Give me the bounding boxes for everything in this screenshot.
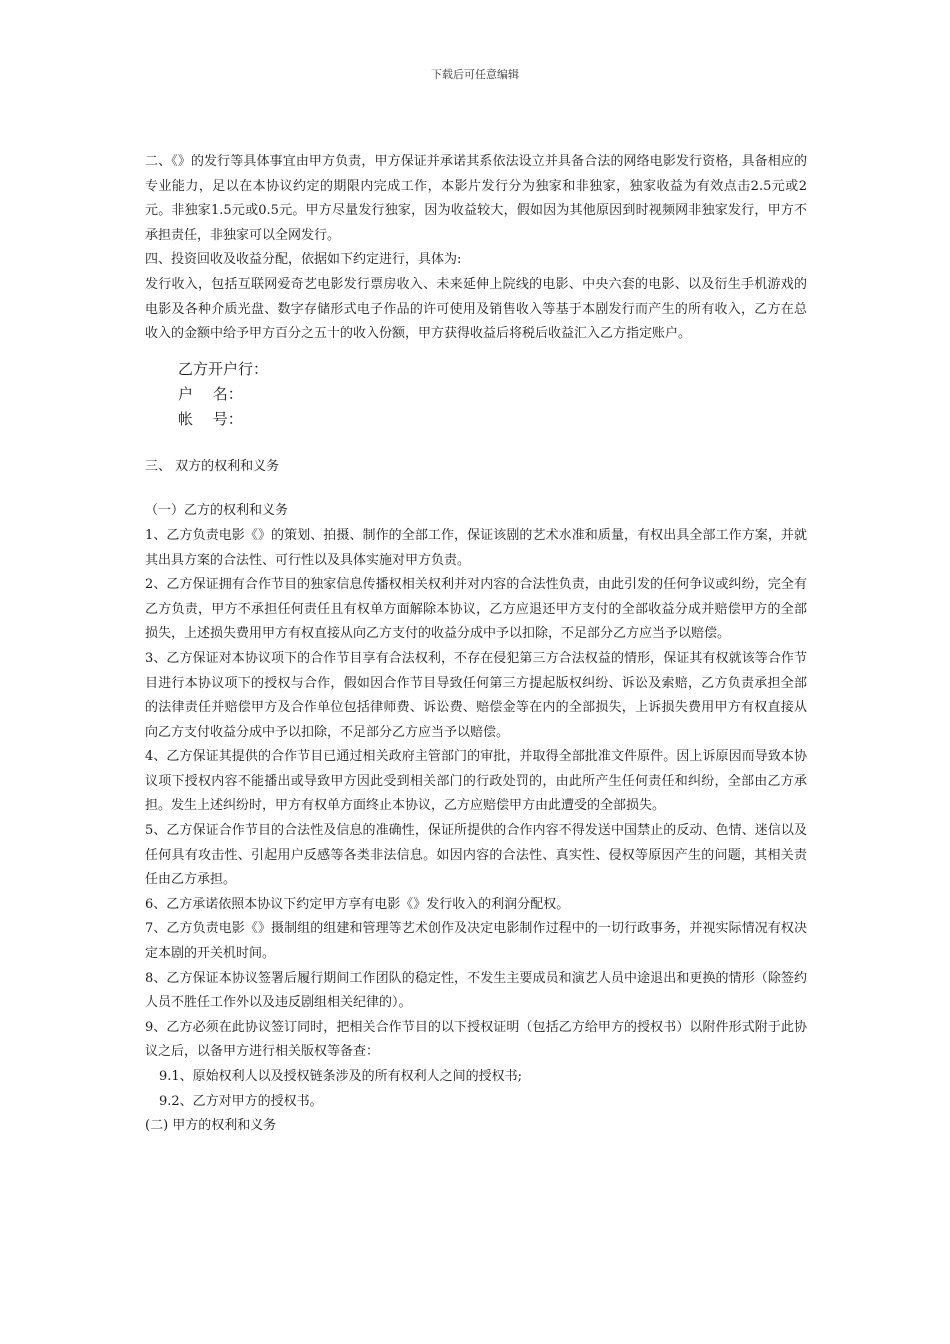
clause-6: 6、乙方承诺依照本协议下约定甲方享有电影《》发行收入的利润分配权。	[145, 896, 570, 912]
account-bank-label: 乙方开户行：	[178, 359, 269, 378]
document-body	[145, 150, 807, 1139]
clause-2: 2、乙方保证拥有合作节目的独家信息传播权相关权利并对内容的合法性负责，由此引发的任何争议或纠纷，完全有乙方负责，甲方不承担任何责任且有权单方面解除本协议，乙方应退还甲方支付的全部收益分成并赔偿甲方的全部损失，上述损失费用甲方有权直接从向乙方支付的收益分成中予以扣除，不足部分乙方应当予以赔偿。	[145, 577, 807, 642]
clause-9-1: 9.1、原始权利人以及授权链条涉及的所有权利人之间的授权书;	[159, 1069, 523, 1084]
clause-5: 5、乙方保证合作节目的合法性及信息的准确性，保证所提供的合作内容不得发送中国禁止的反动、色情、迷信以及任何具有攻击性、引起用户反感等各类非法信息。如因内容的合法性、真实性、侵权等原因产生的问题，其相关责任由乙方承担。	[145, 823, 807, 888]
section-three-title: 三、 双方的权利和义务	[145, 458, 280, 474]
clause-1: 1、乙方负责电影《》的策划、拍摄、制作的全部工作，保证该剧的艺术水准和质量，有权出具全部工作方案，并就其出具方案的合法性、可行性以及具体实施对甲方负责。	[145, 527, 807, 568]
clause-7: 7、乙方负责电影《》摄制组的组建和管理等艺术创作及决定电影制作过程中的一切行政事务，并视实际情况有权决定本剧的开关机时间。	[145, 921, 807, 962]
paragraph-investment-heading: 四、投资回收及收益分配，依据如下约定进行，具体为:	[145, 252, 462, 268]
clause-9: 9、乙方必须在此协议签订同时，把相关合作节目的以下授权证明（包括乙方给甲方的授权书）以附件形式附于此协议之后，以备甲方进行相关版权等备查：	[145, 1019, 807, 1060]
sub-section-a-title: （一）乙方的权利和义务	[145, 503, 289, 519]
clause-3: 3、乙方保证对本协议项下的合作节目享有合法权利，不存在侵犯第三方合法权益的情形，保证其有权就该等合作节目进行本协议项下的授权与合作，假如因合作节目导致任何第三方提起版权纠纷、诉讼及索赔，乙方负责承担全部的法律责任并赔偿甲方及合作单位包括律师费、诉讼费、赔偿金等在内的全部损失，上诉损失费用甲方有权直接从向乙方支付收益分成中予以扣除，不足部分乙方应当予以赔偿。	[145, 650, 807, 740]
clause-9-2: 9.2、乙方对甲方的授权书。	[159, 1093, 323, 1109]
paragraph-revenue: 发行收入，包括互联网爱奇艺电影发行票房收入、未来延伸上院线的电影、中央六套的电影、以及衍生手机游戏的电影及各种介质光盘、数字存储形式电子作品的许可使用及销售收入等基于本剧发行而产生的所有收入，乙方在总收入的金额中给予甲方百分之五十的收入份额，甲方获得收益后将税后收益汇入乙方指定账户。	[145, 276, 807, 342]
account-name-label: 户 名：	[178, 384, 243, 403]
account-number-label: 帐 号：	[178, 409, 243, 428]
page-header: 下载后可任意编辑	[431, 68, 519, 81]
paragraph-distribution: 二、《》的发行等具体事宜由甲方负责，甲方保证并承诺其系依法设立并具备合法的网络电影发行资格，具备相应的专业能力，足以在本协议约定的期限内完成工作，本影片发行分为独家和非独家，独家收益为有效点击2.5元或2元。非独家1.5元或0.5元。甲方尽量发行独家，因为收益较大，假如因为其他原因到时视频网非独家发行，甲方不承担责任，非独家可以全网发行。	[145, 154, 807, 243]
sub-section-b-title: (二) 甲方的权利和义务	[145, 1118, 277, 1134]
clause-8: 8、乙方保证本协议签署后履行期间工作团队的稳定性，不发生主要成员和演艺人员中途退出和更换的情形（除签约人员不胜任工作外以及违反剧组相关纪律的）。	[145, 970, 807, 1011]
clause-4: 4、乙方保证其提供的合作节目已通过相关政府主管部门的审批，并取得全部批准文件原件。因上诉原因而导致本协议项下授权内容不能播出或导致甲方因此受到相关部门的行政处罚的，由此所产生任何责任和纠纷，全部由乙方承担。发生上述纠纷时，甲方有权单方面终止本协议，乙方应赔偿甲方由此遭受的全部损失。	[145, 749, 807, 814]
